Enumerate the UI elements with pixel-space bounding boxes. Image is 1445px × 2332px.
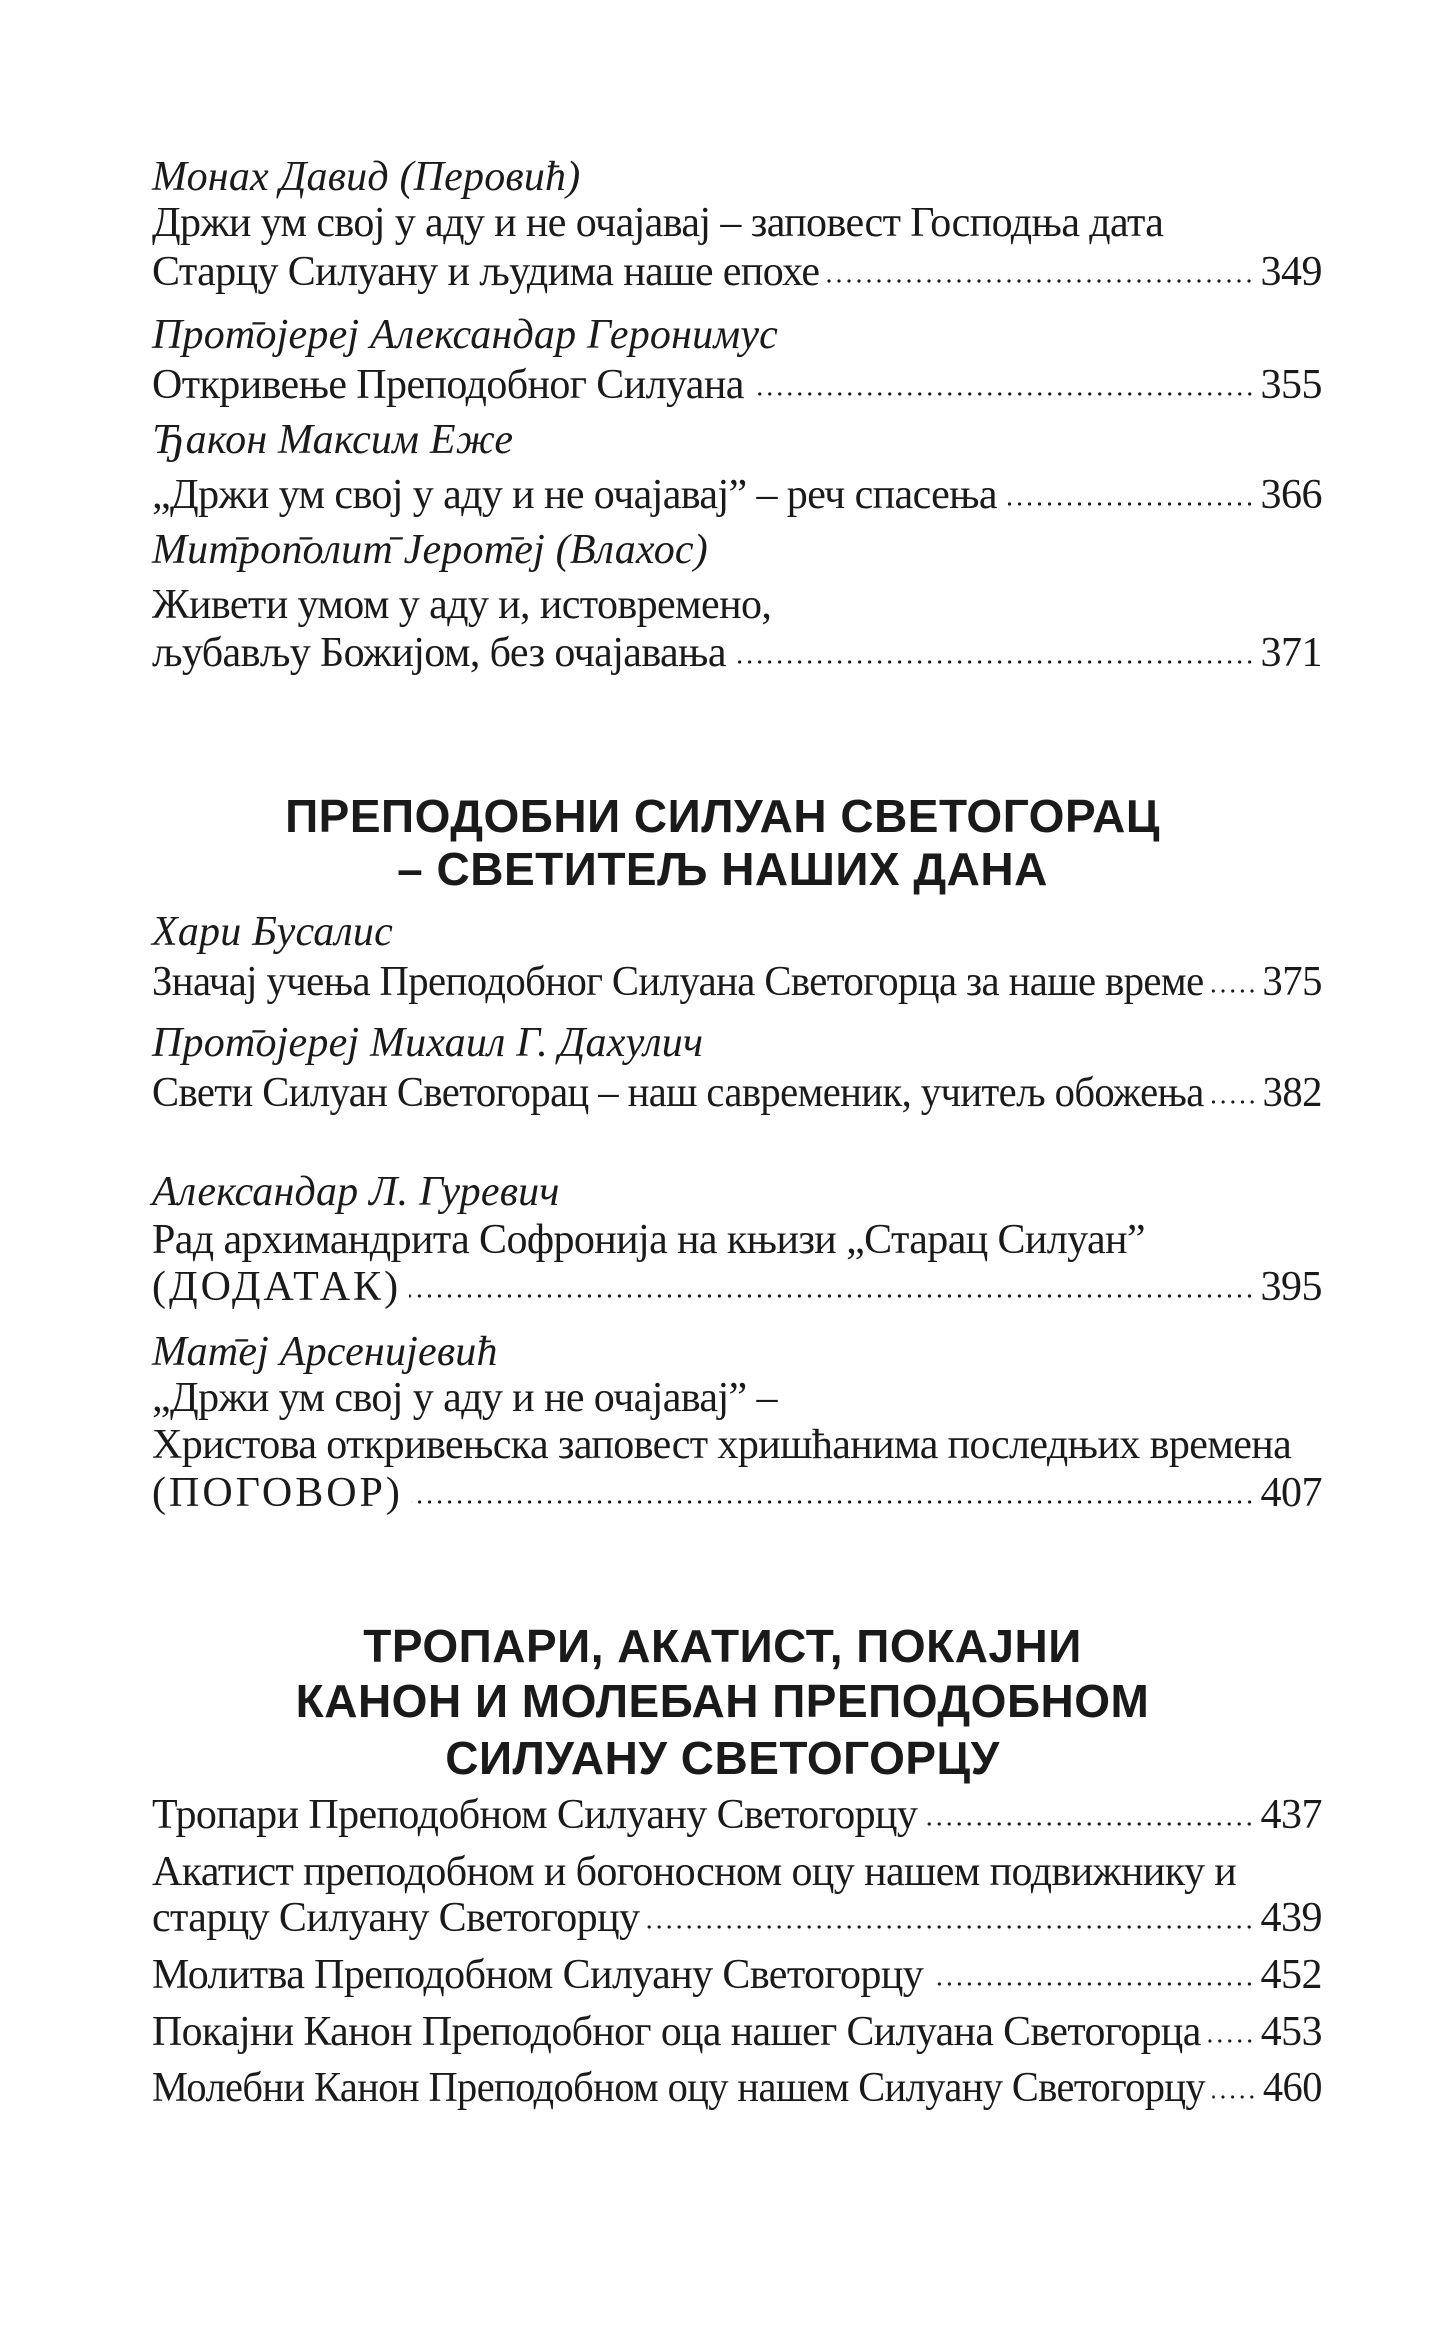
dot-leader [734, 660, 1255, 664]
entry-title-line: Живети умом у аду и, истовремено, [152, 582, 772, 628]
page-number[interactable]: 355 [1260, 362, 1322, 408]
entry-title-line: Христова откривењска заповест хришћанима последњих времена [152, 1422, 1292, 1468]
entry-title-last-line [152, 1468, 1322, 1518]
entry-title-text: Молебни Канон Преподобном оцу нашем Силуану Светогорцу [152, 2065, 1206, 2111]
dot-leader [931, 1982, 1254, 1986]
entry-title-text: љубављу Божијом, без очајавања [152, 630, 726, 676]
page-number[interactable]: 375 [1262, 959, 1322, 1005]
entry-title-last-line [152, 2007, 1322, 2057]
page-number[interactable]: 452 [1260, 1952, 1322, 1998]
entry-title-line: Држи ум свој у аду и не очајавај – заповест Господња дата [152, 200, 1164, 246]
entry-title-last-line [152, 628, 1322, 678]
page-number[interactable]: 460 [1262, 2065, 1322, 2111]
dot-leader [411, 1500, 1255, 1504]
entry-title-last-line [152, 247, 1322, 297]
entry-title-last-line [152, 1068, 1322, 1118]
page-number[interactable]: 437 [1260, 1792, 1322, 1838]
entry-title-line: Акатист преподобном и богоносном оцу нашем подвижнику и [152, 1849, 1237, 1895]
entry-author: Ђакон Максим Еже [152, 417, 514, 463]
entry-title-text: Покајни Канон Преподобног оца нашег Силуана Светогорца [152, 2009, 1201, 2055]
entry-title-line: Рад архимандрита Софронија на књизи „Старац Силуан” [152, 1217, 1145, 1263]
section-heading-line: – СВЕТИТЕЉ НАШИХ ДАНА [397, 843, 1048, 895]
section-heading-line: ТРОПАРИ, АКАТИСТ, ПОКАЈНИ [363, 1620, 1082, 1672]
page-number[interactable]: 371 [1260, 630, 1322, 676]
page-number[interactable]: 349 [1260, 249, 1322, 295]
entry-title-text: Молитва Преподобном Силуану Светогорцу [152, 1952, 924, 1998]
entry-author: Александар Л. Гуревич [152, 1169, 560, 1215]
dot-leader [1211, 1100, 1256, 1104]
dot-leader [1211, 989, 1256, 993]
page-number[interactable]: 439 [1260, 1895, 1322, 1941]
entry-title-last-line [152, 1950, 1322, 2000]
entry-title-last-line [152, 957, 1322, 1007]
page-number[interactable]: 366 [1260, 472, 1322, 518]
section-heading-line: СИЛУАНУ СВЕТОГОРЦУ [445, 1732, 1000, 1784]
entry-title-text: (ДОДАТАК) [152, 1264, 402, 1310]
dot-leader [925, 1822, 1254, 1826]
entry-author: Прот̄ојереј Александар Геронимус [152, 312, 779, 358]
entry-title-text: „Држи ум свој у аду и не очајавај” – реч спасења [152, 472, 997, 518]
entry-author: Мат̄еј Арсенијевић [152, 1329, 498, 1375]
dot-leader [647, 1925, 1254, 1929]
dot-leader [827, 279, 1254, 283]
dot-leader [1209, 2039, 1255, 2043]
entry-title-last-line [152, 1262, 1322, 1312]
entry-title-line: „Држи ум свој у аду и не очајавај” – [152, 1375, 777, 1421]
page-number[interactable]: 407 [1260, 1470, 1322, 1516]
entry-author: Монах Давид (Перовић) [152, 154, 581, 200]
page-number[interactable]: 395 [1260, 1264, 1322, 1310]
entry-title-text: Тропари Преподобном Силуану Светогорцу [152, 1792, 918, 1838]
page-number[interactable]: 382 [1262, 1070, 1322, 1116]
entry-title-text: (ПОГОВОР) [152, 1470, 403, 1516]
entry-author: Мит̄роп̄олит̄ Јерот̄еј (Влахос) [152, 527, 708, 573]
entry-author: Хари Бусалис [152, 909, 393, 955]
entry-title-text: Откривење Преподобног Силуана [152, 362, 744, 408]
entry-title-last-line [152, 470, 1322, 520]
entry-title-text: Свети Силуан Светогорац – наш савременик, учитељ обожења [152, 1070, 1204, 1116]
entry-title-text: Значај учења Преподобног Силуана Светогорца за наше време [152, 959, 1204, 1005]
dot-leader [752, 392, 1255, 396]
dot-leader [409, 1294, 1254, 1298]
entry-title-last-line [152, 1893, 1322, 1943]
entry-title-text: старцу Силуану Светогорцу [152, 1895, 640, 1941]
entry-title-last-line [152, 2063, 1322, 2113]
entry-title-text: Старцу Силуану и људима наше епохе [152, 249, 820, 295]
page-number[interactable]: 453 [1260, 2009, 1322, 2055]
entry-title-last-line [152, 1790, 1322, 1840]
entry-title-last-line [152, 360, 1322, 410]
entry-author: Прот̄ојереј Михаил Г. Дахулич [152, 1020, 704, 1066]
section-heading-line: КАНОН И МОЛЕБАН ПРЕПОДОБНОМ [295, 1675, 1150, 1727]
dot-leader [1005, 502, 1255, 506]
dot-leader [1213, 2095, 1257, 2099]
section-heading-line: ПРЕПОДОБНИ СИЛУАН СВЕТОГОРАЦ [285, 790, 1160, 842]
